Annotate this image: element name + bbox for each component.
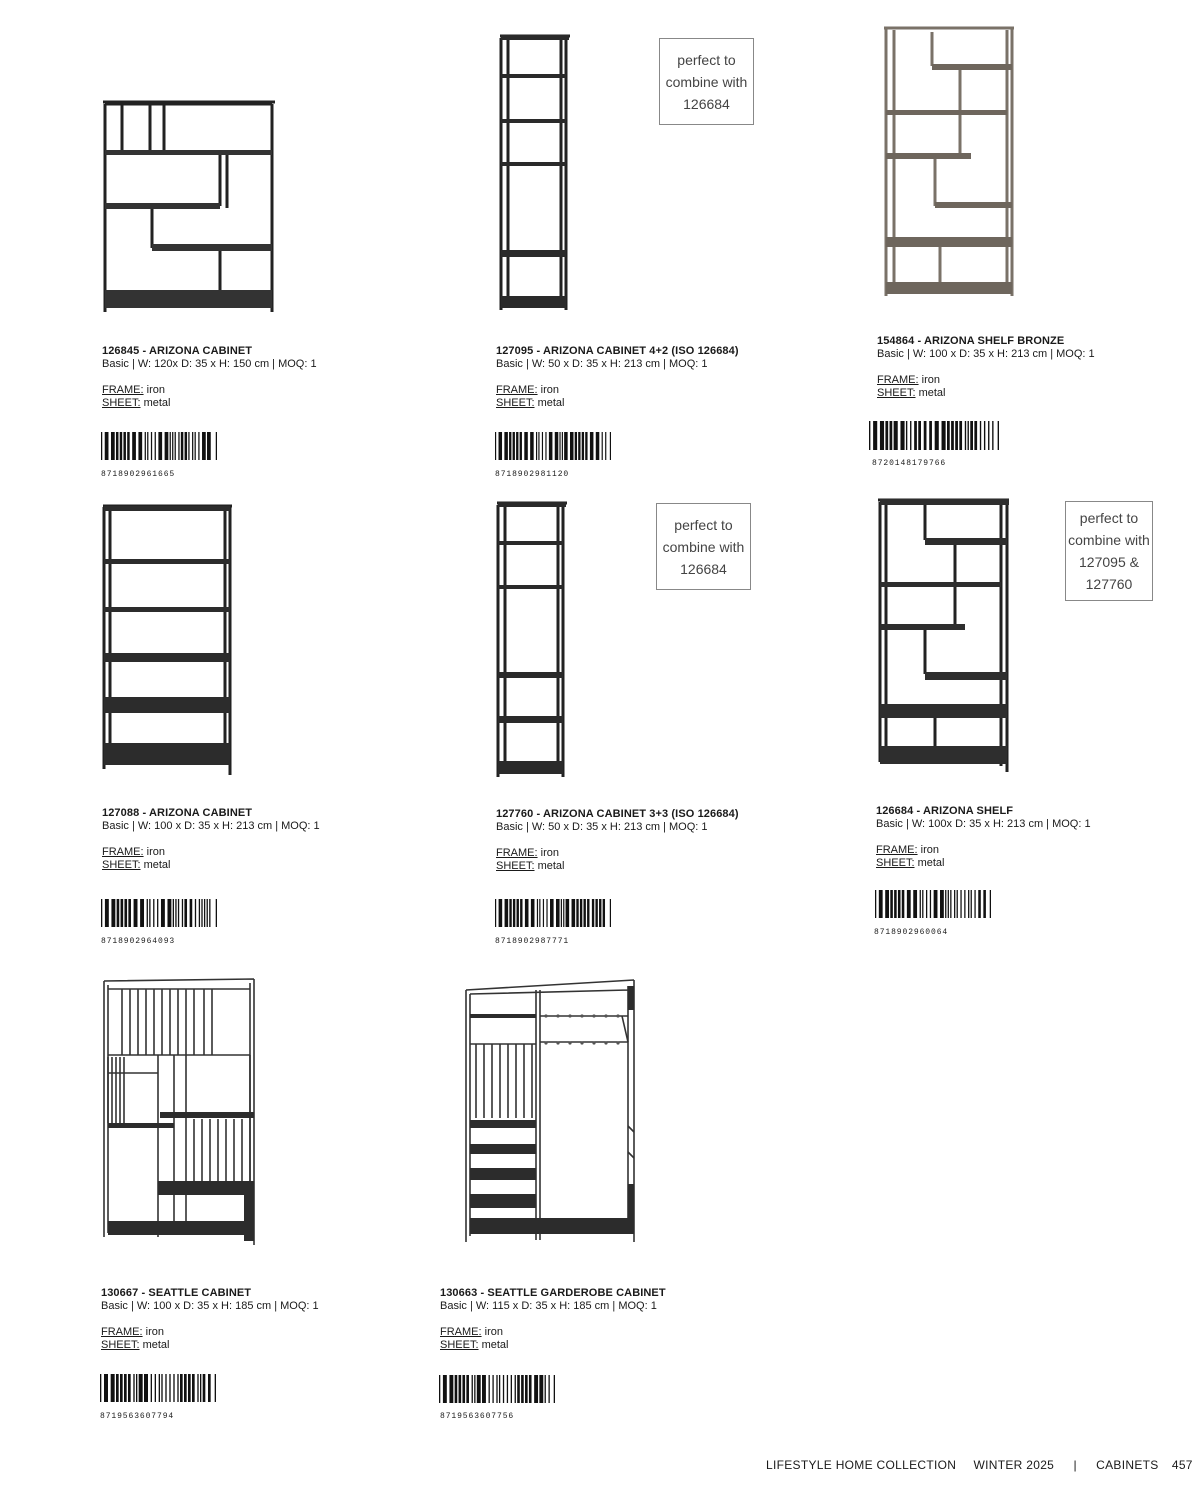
product-materials: FRAME: iron SHEET: metal bbox=[876, 844, 945, 869]
product-info bbox=[496, 808, 739, 873]
combine-note: perfect to combine with 126684 bbox=[659, 38, 754, 125]
product-title: 154864 - ARIZONA SHELF BRONZE bbox=[877, 335, 1065, 347]
barcode bbox=[101, 432, 217, 460]
ean-number: 8719563607756 bbox=[440, 1412, 515, 1421]
arizona-cabinet-127088-image bbox=[100, 503, 236, 779]
product-title: 130663 - SEATTLE GARDEROBE CABINET bbox=[440, 1287, 666, 1299]
product-info bbox=[496, 345, 739, 410]
product-materials: FRAME: iron SHEET: metal bbox=[102, 384, 171, 409]
barcode bbox=[495, 899, 611, 927]
product-materials: FRAME: iron SHEET: metal bbox=[102, 846, 171, 871]
seattle-cabinet-image bbox=[100, 975, 260, 1247]
product-title: 126845 - ARIZONA CABINET bbox=[102, 345, 253, 357]
footer-divider: | bbox=[1073, 1458, 1077, 1472]
combine-note: perfect to combine with 126684 bbox=[656, 503, 751, 590]
product-info bbox=[101, 1287, 319, 1352]
footer-collection: LIFESTYLE HOME COLLECTION bbox=[766, 1458, 957, 1472]
ean-number: 8718902960064 bbox=[874, 928, 949, 937]
barcode bbox=[495, 432, 611, 460]
product-spec: Basic | W: 100 x D: 35 x H: 185 cm | MOQ: 1 bbox=[101, 1300, 319, 1312]
product-materials: FRAME: iron SHEET: metal bbox=[877, 374, 946, 399]
product-materials: FRAME: iron SHEET: metal bbox=[440, 1326, 509, 1351]
barcode bbox=[869, 421, 999, 450]
product-spec: Basic | W: 50 x D: 35 x H: 213 cm | MOQ: 1 bbox=[496, 358, 708, 370]
footer-page-number: 457 bbox=[1171, 1458, 1193, 1472]
product-materials: FRAME: iron SHEET: metal bbox=[496, 384, 565, 409]
product-info bbox=[877, 335, 1095, 400]
product-info bbox=[440, 1287, 666, 1352]
product-title: 127095 - ARIZONA CABINET 4+2 (ISO 126684) bbox=[496, 345, 739, 357]
arizona-cabinet-127760-image bbox=[493, 499, 571, 781]
arizona-cabinet-127095-image bbox=[496, 32, 574, 314]
product-spec: Basic | W: 100x D: 35 x H: 213 cm | MOQ: 1 bbox=[876, 818, 1091, 830]
product-info bbox=[102, 807, 320, 872]
ean-number: 8718902964093 bbox=[101, 937, 176, 946]
seattle-garderobe-cabinet-image bbox=[462, 976, 642, 1262]
product-title: 130667 - SEATTLE CABINET bbox=[101, 1287, 252, 1299]
ean-number: 8718902987771 bbox=[495, 937, 570, 946]
product-materials: FRAME: iron SHEET: metal bbox=[101, 1326, 170, 1351]
page-footer bbox=[766, 1458, 1193, 1472]
combine-note: perfect to combine with 127095 & 127760 bbox=[1065, 501, 1153, 601]
product-spec: Basic | W: 100 x D: 35 x H: 213 cm | MOQ: 1 bbox=[877, 348, 1095, 360]
footer-season: WINTER 2025 bbox=[973, 1458, 1055, 1472]
product-title: 127760 - ARIZONA CABINET 3+3 (ISO 126684) bbox=[496, 808, 739, 820]
ean-number: 8719563607794 bbox=[100, 1412, 175, 1421]
product-spec: Basic | W: 115 x D: 35 x H: 185 cm | MOQ: 1 bbox=[440, 1300, 657, 1312]
product-info bbox=[102, 345, 317, 410]
ean-number: 8718902981120 bbox=[495, 470, 570, 479]
barcode bbox=[439, 1375, 555, 1403]
arizona-shelf-126684-image bbox=[875, 496, 1015, 776]
footer-section: CABINETS bbox=[1096, 1458, 1159, 1472]
barcode bbox=[100, 1374, 216, 1402]
product-title: 126684 - ARIZONA SHELF bbox=[876, 805, 1014, 817]
ean-number: 8720148179766 bbox=[872, 459, 947, 468]
product-spec: Basic | W: 50 x D: 35 x H: 213 cm | MOQ: 1 bbox=[496, 821, 708, 833]
arizona-shelf-bronze-image bbox=[880, 24, 1020, 302]
product-title: 127088 - ARIZONA CABINET bbox=[102, 807, 253, 819]
barcode bbox=[875, 890, 991, 918]
product-info bbox=[876, 805, 1091, 870]
barcode bbox=[101, 899, 217, 927]
product-spec: Basic | W: 120x D: 35 x H: 150 cm | MOQ: 1 bbox=[102, 358, 317, 370]
product-spec: Basic | W: 100 x D: 35 x H: 213 cm | MOQ: 1 bbox=[102, 820, 320, 832]
product-materials: FRAME: iron SHEET: metal bbox=[496, 847, 565, 872]
arizona-cabinet-126845-image bbox=[100, 98, 280, 320]
ean-number: 8718902961665 bbox=[101, 470, 176, 479]
